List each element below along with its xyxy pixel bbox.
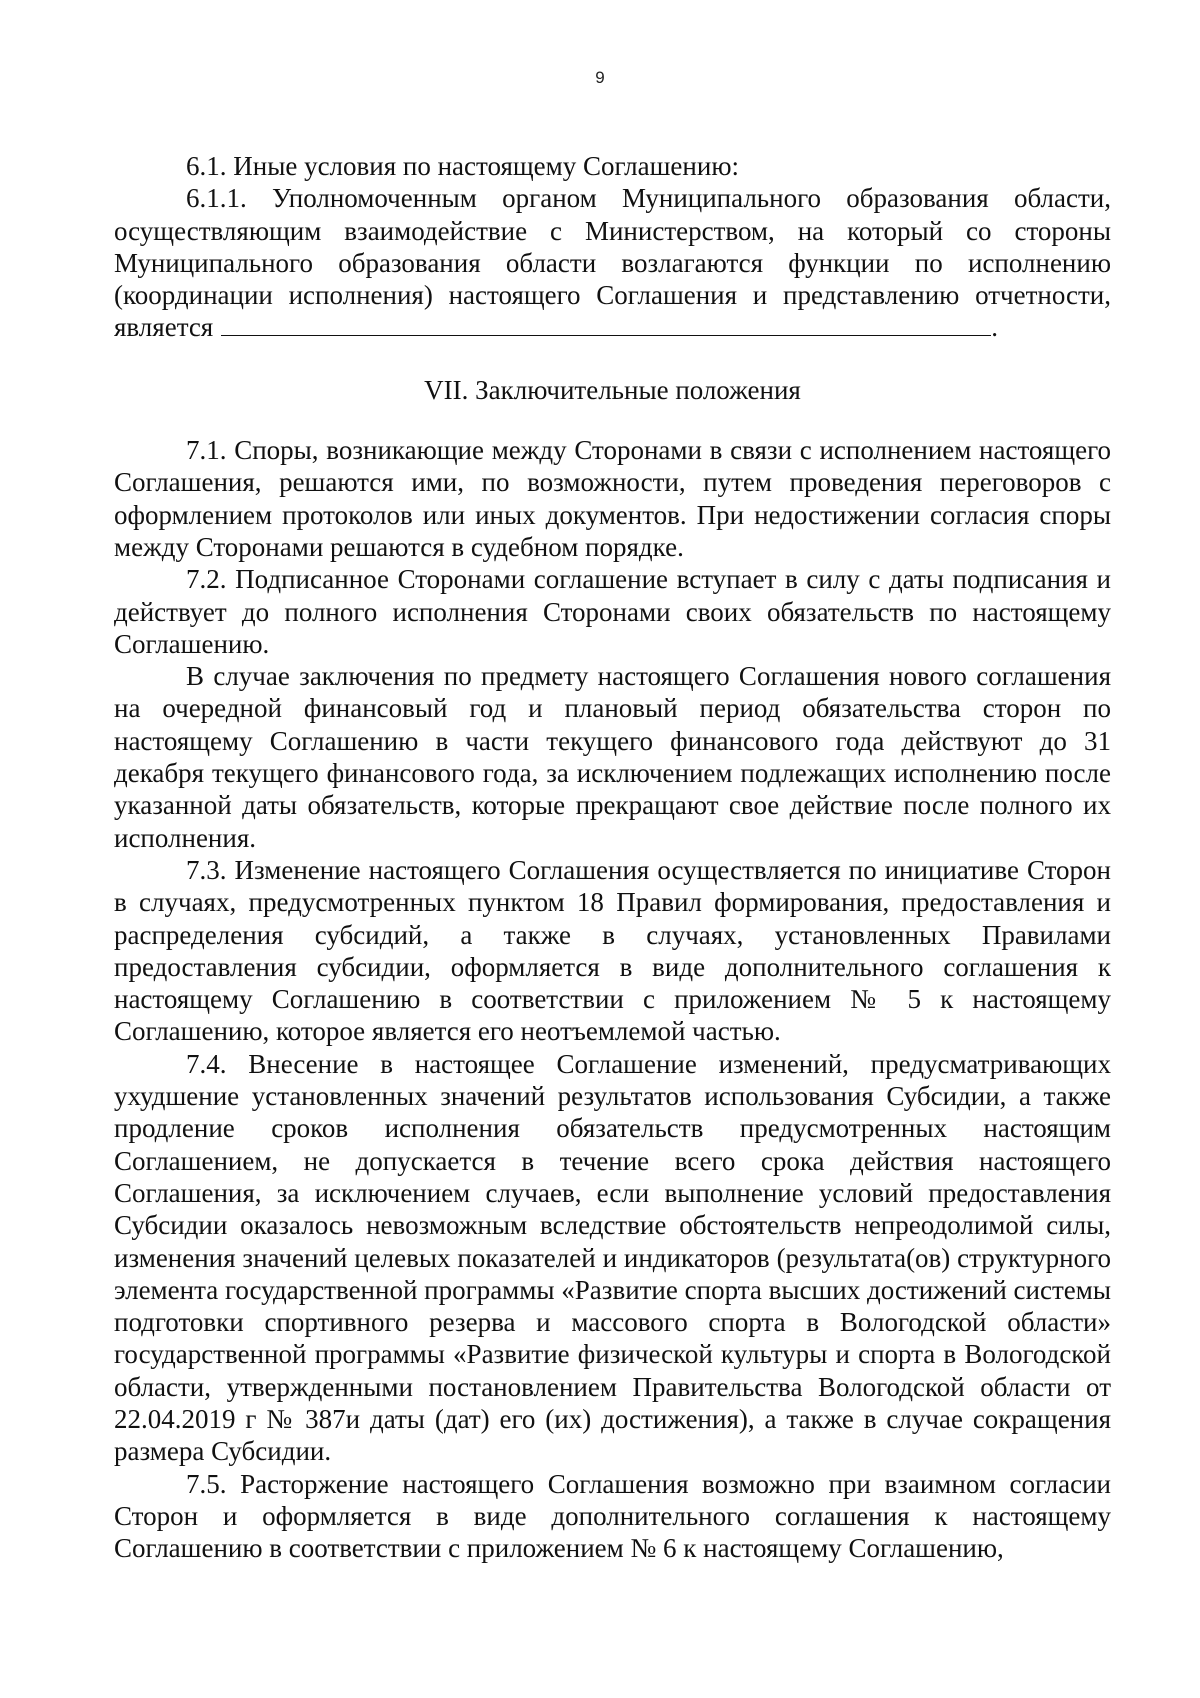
page-number: 9 [595, 68, 605, 87]
paragraph-7-5: 7.5. Расторжение настоящего Соглашения возможно при взаимном согласии Сторон и оформляется в виде дополнительного соглашения к настоящему Соглашению в соответствии с приложением № 6 к настоящему Соглашению, [114, 1468, 1111, 1564]
section-heading-7: VII. Заключительные положения [424, 374, 801, 405]
blank-fill-line [221, 313, 991, 336]
paragraph-7-1: 7.1. Споры, возникающие между Сторонами в связи с исполнением настоящего Соглашения, решаются ими, по возможности, путем проведения переговоров с оформлением протоколов или иных документов. При недостижении согласия споры между Сторонами решаются в судебном порядке. [114, 435, 1111, 562]
paragraph-6-1-1 [114, 182, 1111, 343]
paragraph-6-1-1-text: 6.1.1. Уполномоченным органом Муниципального образования области, осуществляющим взаимодействие с Министерством, на который со стороны Муниципального образования области возлагаются функции по исполнению (координации исполнения) настоящего Соглашения и представлению отчетности, является [114, 183, 1111, 343]
paragraph-7-3: 7.3. Изменение настоящего Соглашения осуществляется по инициативе Сторон в случаях, предусмотренных пунктом 18 Правил формирования, предоставления и распределения субсидий, а также в случаях, установленных Правилами предоставления субсидии, оформляется в виде дополнительного соглашения к настоящему Соглашению в соответствии с приложением № 5 к настоящему Соглашению, которое является его неотъемлемой частью. [114, 854, 1111, 1047]
paragraph-6-1: 6.1. Иные условия по настоящему Соглашению: [186, 151, 739, 181]
paragraph-7-2: 7.2. Подписанное Сторонами соглашение вступает в силу с даты подписания и действует до полного исполнения Сторонами своих обязательств по настоящему Соглашению. [114, 564, 1111, 659]
paragraph-7-4: 7.4. Внесение в настоящее Соглашение изменений, предусматривающих ухудшение установленных значений результатов использования Субсидии, а также продление сроков исполнения обязательств предусмотренных настоящим Соглашением, не допускается в течение всего срока действия настоящего Соглашения, за исключением случаев, если выполнение условий предоставления Субсидии оказалось невозможным вследствие обстоятельств непреодолимой силы, изменения значений целевых показателей и индикаторов (результата(ов) структурного элемента государственной программы «Развитие спорта высших достижений системы подготовки спортивного резерва и массового спорта в Вологодской области» государственной программы «Развитие физической культуры и спорта в Вологодской области, утвержденными постановлением Правительства Вологодской области от 22.04.2019 г № 387и даты (дат) его (их) достижения), а также в случае сокращения размера Субсидии. [114, 1048, 1111, 1467]
page-content [114, 150, 1111, 1564]
paragraph-6-1-1-end: . [991, 312, 998, 343]
paragraph-7-2-continued: В случае заключения по предмету настоящего Соглашения нового соглашения на очередной финансовый год и плановый период обязательства сторон по настоящему Соглашению в части текущего финансового года действуют до 31 декабря текущего финансового года, за исключением подлежащих исполнению после указанной даты обязательств, которые прекращают свое действие после полного их исполнения. [114, 661, 1111, 853]
